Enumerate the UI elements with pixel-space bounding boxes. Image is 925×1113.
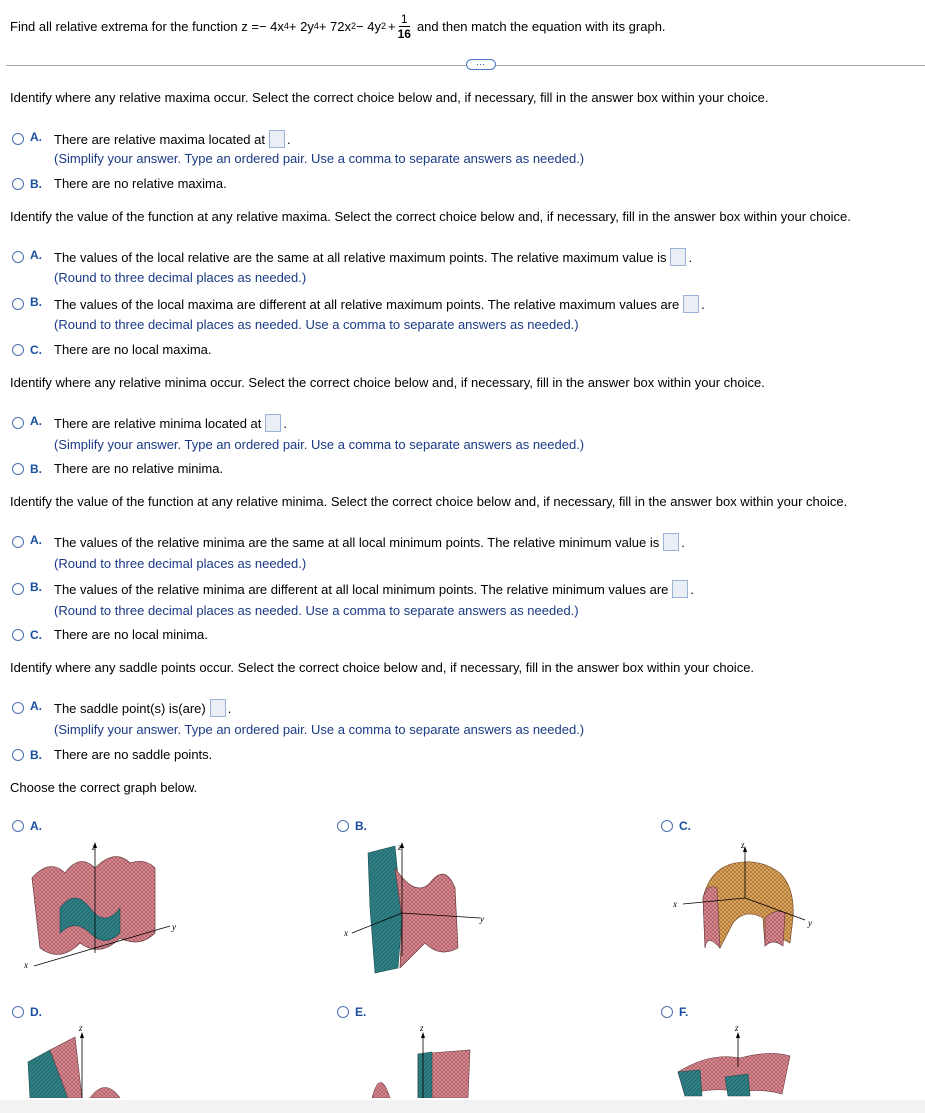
option-letter: A. — [30, 248, 42, 262]
max-location-prompt: Identify where any relative maxima occur. Select the correct choice below and, if necessary, fill in the answer box within your choice. — [10, 90, 769, 105]
graph-option-f[interactable] — [661, 1005, 703, 1019]
period: . — [690, 581, 695, 597]
x-label: x — [673, 899, 677, 909]
radio-button[interactable] — [12, 417, 24, 429]
surface-left-dark — [678, 1070, 702, 1096]
x-label: x — [24, 960, 28, 970]
option-text: There are no local maxima. — [54, 342, 212, 357]
max-location-option-b[interactable] — [12, 176, 227, 191]
min-value-option-b[interactable] — [12, 580, 694, 598]
min-value-option-a[interactable] — [12, 533, 685, 551]
z-label: z — [398, 842, 402, 852]
graph-f-surface[interactable] — [670, 1022, 810, 1098]
option-letter: C. — [30, 342, 42, 357]
option-text: There are relative maxima located at — [54, 131, 265, 147]
surface-left-wall — [703, 887, 720, 948]
term-2: + 2y — [288, 18, 314, 34]
z-label: z — [79, 1023, 83, 1033]
graph-a-surface[interactable] — [20, 838, 190, 973]
surface-right — [395, 868, 458, 968]
saddle-answer-box[interactable] — [210, 699, 226, 717]
min-location-option-b[interactable] — [12, 461, 223, 476]
radio-button[interactable] — [661, 820, 673, 832]
option-letter: A. — [30, 819, 42, 833]
radio-button[interactable] — [337, 820, 349, 832]
max-value-answer-box[interactable] — [670, 248, 686, 266]
max-value-prompt: Identify the value of the function at any relative maxima. Select the correct choice below and, if necessary, fill in the answer box within your choice. — [10, 209, 851, 224]
option-letter: A. — [30, 699, 42, 713]
radio-button[interactable] — [337, 1006, 349, 1018]
x-label: x — [344, 928, 348, 938]
surface-bump — [90, 1088, 120, 1099]
max-location-hint: (Simplify your answer. Type an ordered pair. Use a comma to separate answers as needed.) — [54, 151, 585, 166]
option-letter: B. — [30, 176, 42, 191]
max-location-option-a[interactable] — [12, 130, 291, 148]
radio-button[interactable] — [12, 298, 24, 310]
term-5: + — [387, 18, 396, 34]
option-letter: A. — [30, 414, 42, 428]
fraction-numerator: 1 — [400, 11, 408, 26]
period: . — [681, 534, 685, 550]
surface-left-peak — [372, 1083, 390, 1099]
radio-button[interactable] — [12, 536, 24, 548]
term-3: + 72x — [318, 18, 352, 34]
option-letter: B. — [30, 747, 42, 762]
graph-option-c[interactable] — [661, 819, 703, 833]
radio-button[interactable] — [12, 463, 24, 475]
period: . — [227, 700, 232, 716]
radio-button[interactable] — [661, 1006, 673, 1018]
max-location-answer-box[interactable] — [269, 130, 285, 148]
term-1: − 4x — [258, 18, 284, 34]
radio-button[interactable] — [12, 820, 24, 832]
option-text: The values of the relative minima are different at all local minimum points. The relative minimum values are — [54, 581, 669, 597]
saddle-hint: (Simplify your answer. Type an ordered pair. Use a comma to separate answers as needed.) — [54, 722, 585, 737]
option-letter: D. — [30, 1005, 42, 1019]
graph-option-e[interactable] — [337, 1005, 379, 1019]
option-text: There are relative minima located at — [54, 415, 262, 431]
y-label: y — [808, 918, 812, 928]
z-label: z — [735, 1023, 739, 1033]
radio-button[interactable] — [12, 344, 24, 356]
min-values-answer-box[interactable] — [672, 580, 688, 598]
radio-button[interactable] — [12, 133, 24, 145]
min-value-answer-box[interactable] — [663, 533, 679, 551]
graph-option-d[interactable] — [12, 1005, 54, 1019]
question-text: Find all relative extrema for the function z = − 4x 4 + 2y 4 + 72x 2 − 4y 2 + $\frac{1}{16}$ and then match the equation with its graph. — [10, 11, 666, 41]
option-letter: B. — [355, 819, 367, 833]
fraction — [398, 12, 411, 41]
option-text: The values of the local relative are the same at all relative maximum points. The relative maximum value is — [54, 249, 667, 265]
period: . — [283, 415, 287, 431]
max-value-option-c[interactable] — [12, 342, 212, 357]
graph-b-surface[interactable] — [340, 838, 500, 978]
graph-c-surface[interactable] — [665, 838, 825, 973]
y-label: y — [172, 922, 176, 932]
graph-option-b[interactable] — [337, 819, 379, 833]
radio-button[interactable] — [12, 1006, 24, 1018]
radio-button[interactable] — [12, 251, 24, 263]
option-text: There are no relative maxima. — [54, 176, 227, 191]
saddle-prompt: Identify where any saddle points occur. Select the correct choice below and, if necessary, fill in the answer box within your choice. — [10, 660, 755, 675]
option-text: There are no relative minima. — [54, 461, 224, 476]
surface-right-wall — [765, 911, 785, 946]
min-location-answer-box[interactable] — [265, 414, 281, 432]
surface-sheet — [32, 857, 155, 955]
radio-button[interactable] — [12, 702, 24, 714]
min-location-option-a[interactable] — [12, 414, 287, 432]
period: . — [688, 249, 693, 265]
period: . — [701, 296, 705, 312]
surface-left — [368, 846, 402, 973]
z-label: z — [741, 840, 745, 850]
option-text: The values of the relative minima are the same at all local minimum points. The relative minimum value is — [54, 534, 660, 550]
max-value-option-a[interactable] — [12, 248, 692, 266]
option-letter: A. — [30, 130, 42, 144]
radio-button[interactable] — [12, 749, 24, 761]
option-letter: C. — [30, 627, 42, 642]
term-4: − 4y — [356, 18, 381, 34]
graph-prompt: Choose the correct graph below. — [10, 780, 198, 795]
period: . — [286, 131, 291, 147]
option-letter: B. — [30, 461, 42, 476]
option-text: There are no local minima. — [54, 627, 208, 642]
surface-wall-dark — [418, 1052, 432, 1098]
option-text: There are no saddle points. — [54, 747, 213, 762]
option-letter: A. — [30, 533, 42, 547]
option-letter: B. — [30, 580, 42, 594]
saddle-option-b[interactable] — [12, 747, 212, 762]
min-value-option-c[interactable] — [12, 627, 208, 642]
max-value-option-b[interactable] — [12, 295, 705, 313]
saddle-option-a[interactable] — [12, 699, 231, 717]
radio-button[interactable] — [12, 178, 24, 190]
radio-button[interactable] — [12, 629, 24, 641]
radio-button[interactable] — [12, 583, 24, 595]
graph-e-surface[interactable] — [360, 1022, 480, 1098]
option-letter: E. — [355, 1005, 367, 1019]
option-letter: B. — [30, 295, 42, 309]
max-value-hint-b: (Round to three decimal places as needed. Use a comma to separate answers as needed.) — [54, 317, 579, 332]
fraction-denominator: 16 — [397, 26, 411, 41]
surface-center-dark — [725, 1074, 750, 1096]
question-prefix: Find all relative extrema for the function z = — [10, 18, 259, 34]
graph-option-a[interactable] — [12, 819, 54, 833]
expand-more-button[interactable]: ⋯ — [466, 59, 496, 70]
min-value-hint-a: (Round to three decimal places as needed.) — [54, 556, 307, 571]
z-label: z — [92, 842, 96, 852]
min-location-hint: (Simplify your answer. Type an ordered pair. Use a comma to separate answers as needed.) — [54, 437, 585, 452]
min-value-hint-b: (Round to three decimal places as needed. Use a comma to separate answers as needed.) — [54, 603, 579, 618]
graph-d-surface[interactable] — [20, 1022, 160, 1098]
min-value-prompt: Identify the value of the function at any relative minima. Select the correct choice below and, if necessary, fill in the answer box within your choice. — [10, 494, 848, 509]
bottom-bar — [0, 1100, 925, 1113]
option-letter: C. — [679, 819, 691, 833]
max-values-answer-box[interactable] — [683, 295, 699, 313]
y-label: y — [480, 914, 484, 924]
min-location-prompt: Identify where any relative minima occur. Select the correct choice below and, if necessary, fill in the answer box within your choice. — [10, 375, 765, 390]
option-text: The saddle point(s) is(are) — [54, 700, 206, 716]
question-suffix: and then match the equation with its graph. — [416, 18, 666, 34]
max-value-hint-a: (Round to three decimal places as needed.) — [54, 270, 307, 285]
z-label: z — [420, 1023, 424, 1033]
option-text: The values of the local maxima are different at all relative maximum points. The relative maximum values are — [54, 296, 680, 312]
option-letter: F. — [679, 1005, 689, 1019]
